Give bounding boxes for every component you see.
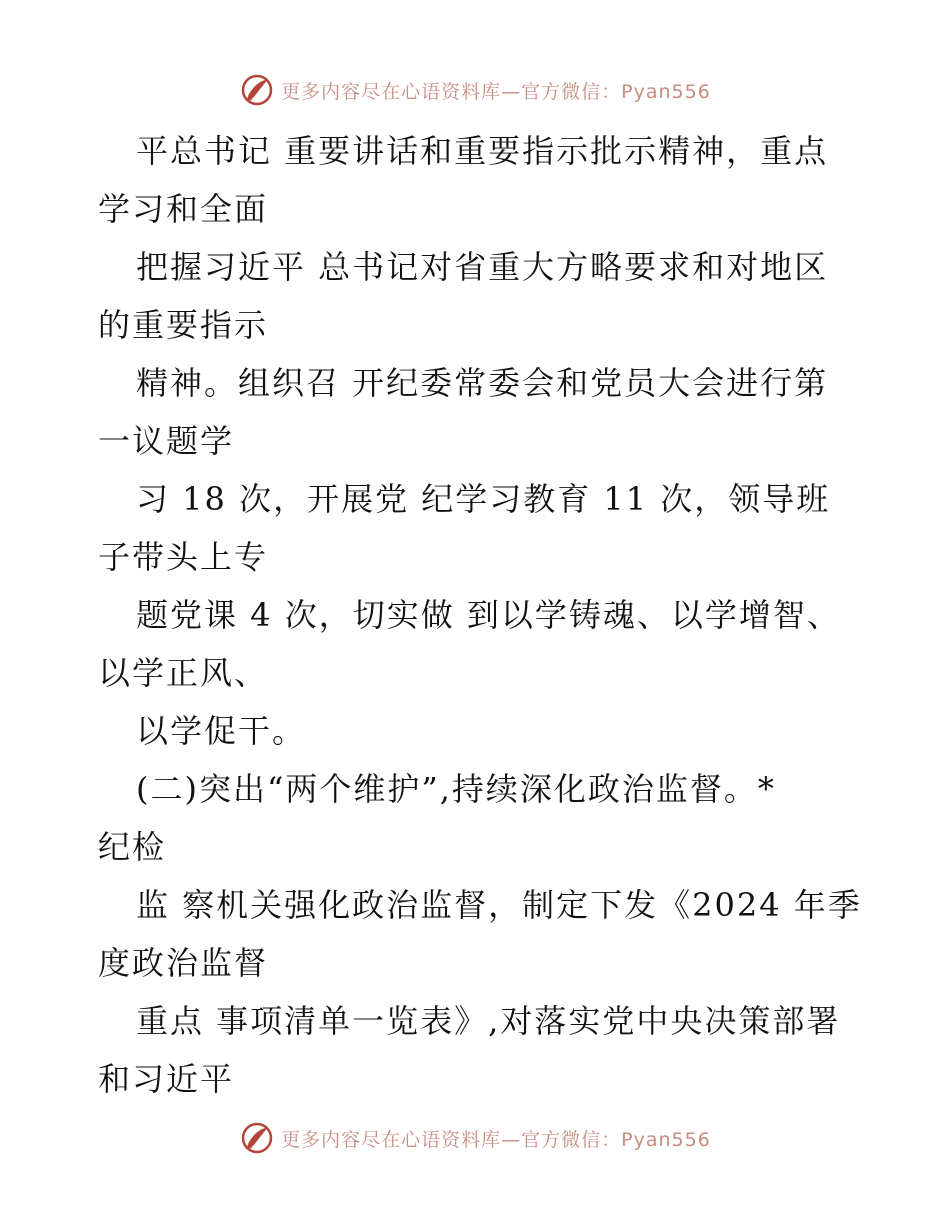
text-line: 题党课 4 次，切实做 到以学铸魂、以学增智、: [136, 596, 841, 634]
text-line: 和习近平: [98, 1060, 235, 1098]
text-line: 度政治监督: [98, 944, 269, 982]
watermark-text: 更多内容尽在心语资料库—官方微信：Pyan556: [281, 1128, 711, 1151]
document-body: [98, 122, 862, 1108]
brush-logo-icon: [239, 72, 275, 108]
text-line: 纪检: [98, 828, 167, 866]
text-line: 以学正风、: [98, 654, 269, 692]
text-line: 一议题学: [98, 422, 235, 460]
text-line: 的重要指示: [98, 306, 269, 344]
text-line: 以学促干。: [136, 712, 307, 750]
text-line: 子带头上专: [98, 538, 269, 576]
text-line: (二)突出“两个维护”,持续深化政治监督。*: [136, 770, 776, 808]
watermark-footer: [0, 1118, 950, 1158]
text-line: 精神。组织召 开纪委常委会和党员大会进行第: [136, 364, 829, 402]
text-line: 习 18 次，开展党 纪学习教育 11 次，领导班: [136, 480, 831, 518]
watermark-text: 更多内容尽在心语资料库—官方微信：Pyan556: [281, 80, 711, 103]
text-line: 平总书记 重要讲话和重要指示批示精神，重点: [136, 132, 829, 170]
watermark-header: [0, 70, 950, 110]
brush-logo-icon: [239, 1120, 275, 1156]
text-line: 学习和全面: [98, 190, 269, 228]
text-line: 把握习近平 总书记对省重大方略要求和对地区: [136, 248, 829, 286]
text-line: 监 察机关强化政治监督，制定下发《2024 年季: [136, 886, 862, 924]
text-line: 重点 事项清单一览表》,对落实党中央决策部署: [136, 1002, 841, 1040]
